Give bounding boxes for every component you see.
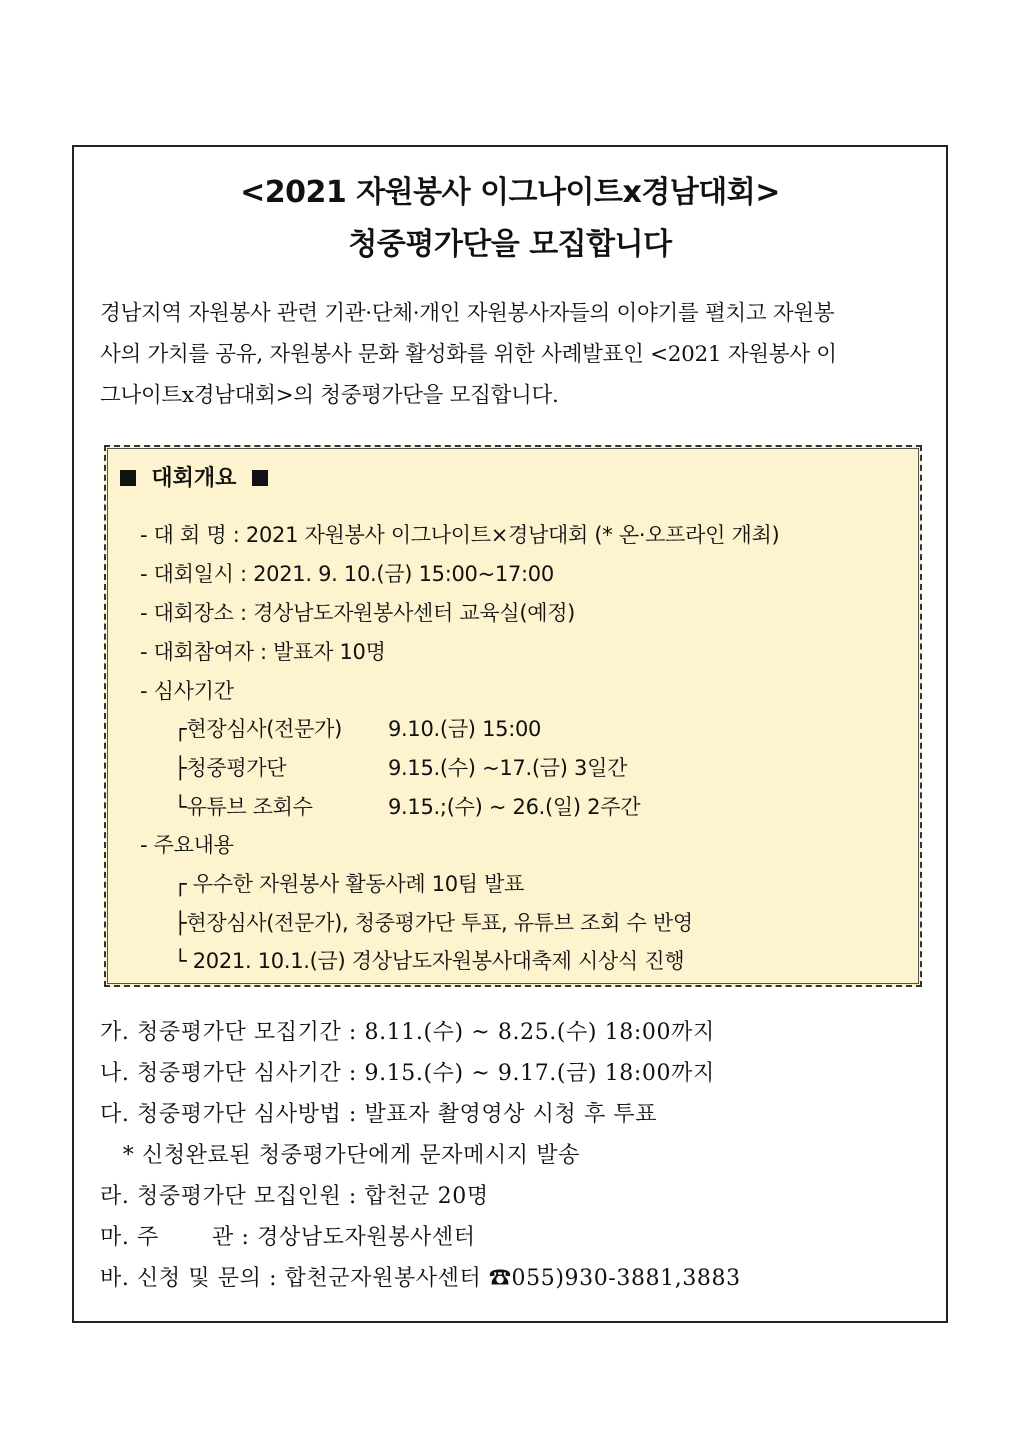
intro-line: 사의 가치를 공유, 자원봉사 문화 활성화를 위한 사례발표인 <2021 자원봉사 이 xyxy=(100,342,837,367)
intro-line: 그나이트x경남대회>의 청중평가단을 모집합니다. xyxy=(100,383,559,408)
title-line-2: 청중평가단을 모집합니다 xyxy=(348,227,672,262)
title-line-1: <2021 자원봉사 이그나이트x경남대회> xyxy=(240,175,780,210)
overview-item-review-period: - 심사기간 xyxy=(140,679,234,703)
review-schedule-label: ┌현장심사(전문가) xyxy=(174,717,343,741)
overview-item-name: - 대 회 명 : 2021 자원봉사 이그나이트×경남대회 (* 온·오프라인 개최) xyxy=(140,523,780,547)
intro-paragraph xyxy=(100,293,928,416)
review-schedule-label: └유튜브 조회수 xyxy=(174,795,313,819)
overview-item-contents: - 주요내용 xyxy=(140,833,234,857)
overview-item-place: - 대회장소 : 경상남도자원봉사센터 교육실(예정) xyxy=(140,601,576,625)
review-schedule-value: 9.15.(수) ~17.(금) 3일간 xyxy=(388,756,628,780)
contents-item: ├현장심사(전문가), 청중평가단 투표, 유튜브 조회 수 반영 xyxy=(174,911,693,935)
review-schedule-row xyxy=(174,752,628,782)
review-schedule-row xyxy=(174,713,542,743)
square-bullet-icon xyxy=(120,470,136,486)
review-schedule-value: 9.10.(금) 15:00 xyxy=(388,717,542,741)
detail-recruit-count: 라. 청중평가단 모집인원 : 합천군 20명 xyxy=(100,1184,489,1209)
overview-item-date: - 대회일시 : 2021. 9. 10.(금) 15:00~17:00 xyxy=(140,562,554,586)
review-schedule-row xyxy=(174,791,641,821)
detail-review-period: 나. 청중평가단 심사기간 : 9.15.(수) ~ 9.17.(금) 18:00까지 xyxy=(100,1061,715,1086)
detail-sms-note: * 신청완료된 청중평가단에게 문자메시지 발송 xyxy=(100,1143,580,1168)
review-schedule-label: ├청중평가단 xyxy=(174,756,287,780)
detail-organizer: 마. 주 관 : 경상남도자원봉사센터 xyxy=(100,1225,476,1250)
intro-line: 경남지역 자원봉사 관련 기관·단체·개인 자원봉사자들의 이야기를 펼치고 자원봉 xyxy=(100,301,835,326)
contents-item: ┌ 우수한 자원봉사 활동사례 10팀 발표 xyxy=(174,872,525,896)
detail-recruit-period: 가. 청중평가단 모집기간 : 8.11.(수) ~ 8.25.(수) 18:00까지 xyxy=(100,1020,715,1045)
detail-contact: 바. 신청 및 문의 : 합천군자원봉사센터 ☎055)930-3881,3883 xyxy=(100,1266,741,1291)
review-schedule-value: 9.15.;(수) ~ 26.(일) 2주간 xyxy=(388,795,641,819)
contents-item: └ 2021. 10.1.(금) 경상남도자원봉사대축제 시상식 진행 xyxy=(174,949,685,973)
detail-review-method: 다. 청중평가단 심사방법 : 발표자 촬영영상 시청 후 투표 xyxy=(100,1102,658,1127)
overview-heading xyxy=(120,461,268,492)
square-bullet-icon xyxy=(252,470,268,486)
overview-box xyxy=(104,445,922,987)
overview-item-participants: - 대회참여자 : 발표자 10명 xyxy=(140,640,386,664)
overview-heading-text: 대회개요 xyxy=(151,466,237,491)
notice-frame xyxy=(72,145,948,1323)
